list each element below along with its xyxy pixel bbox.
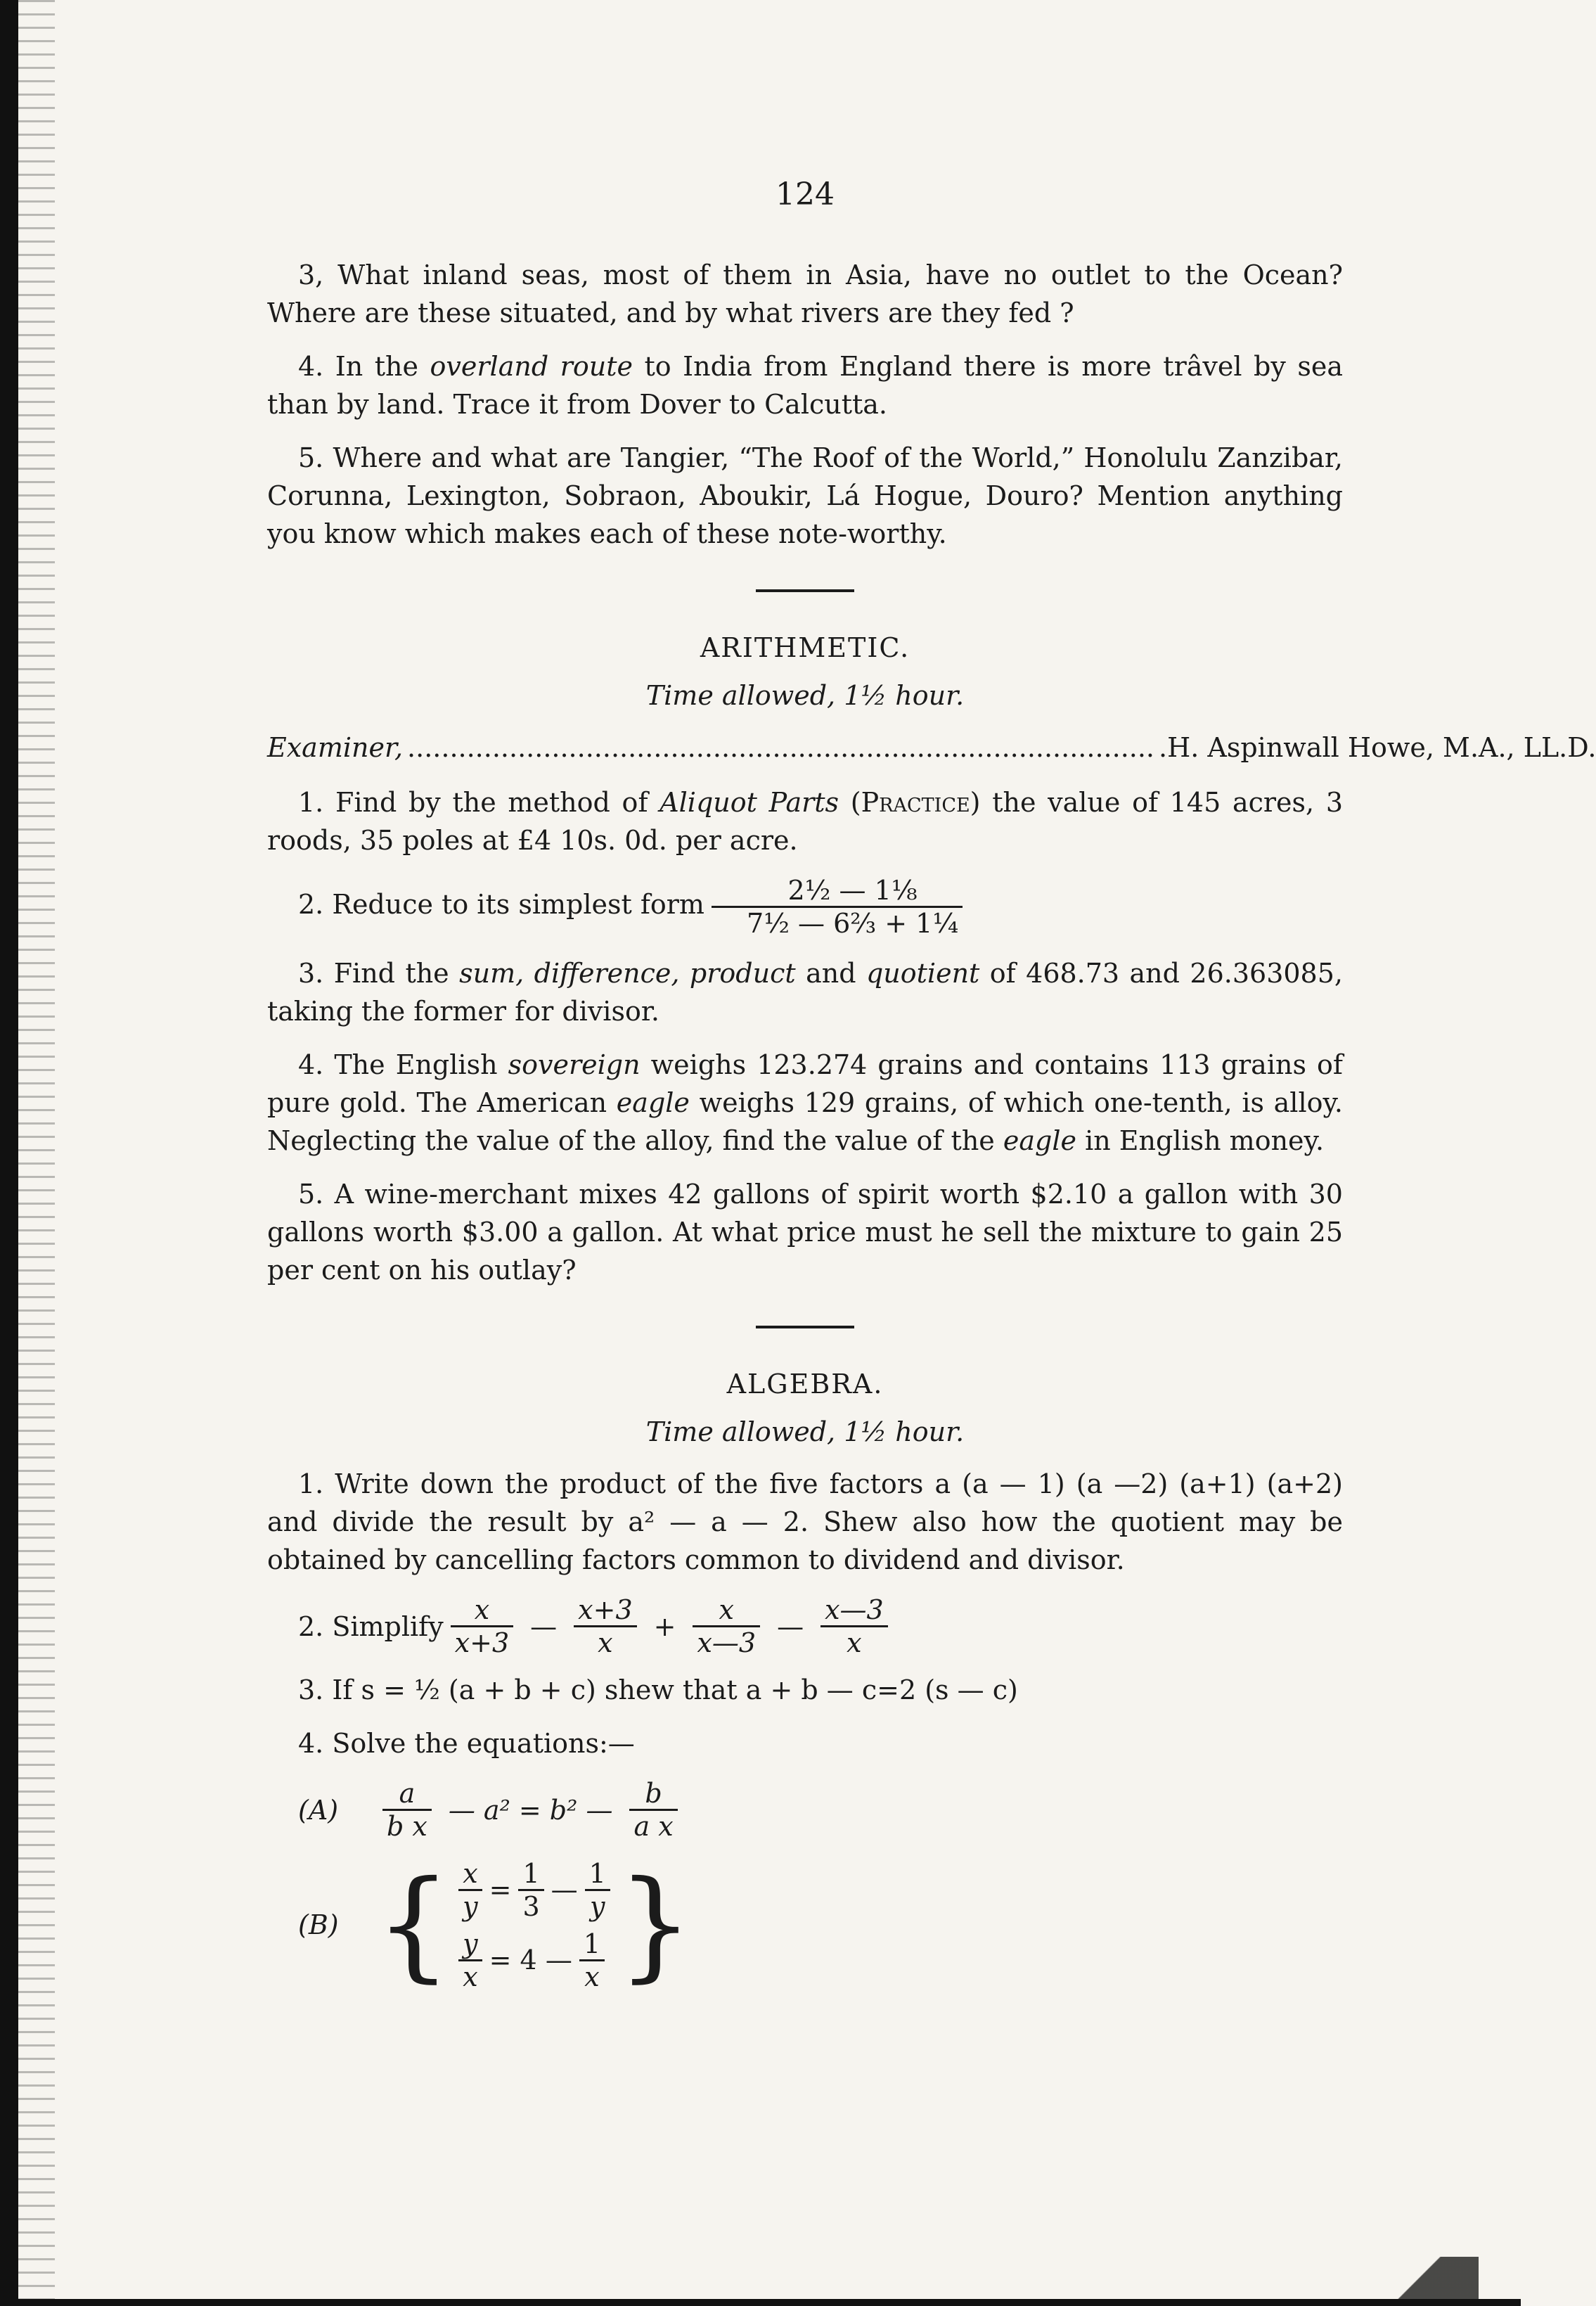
fraction-numerator: 2½ — 1⅛ <box>712 875 963 908</box>
geography-question-5: 5. Where and what are Tangier, “The Roof of the World,” Honolulu Zanzibar, Corunna, Lexington, Sobraon, Aboukir, Lá Hogue, Douro? Mention anything you know which makes each of these note-worthy. <box>267 442 1343 549</box>
page-number: 124 <box>776 177 835 212</box>
examiner-label: Examiner, <box>267 732 404 763</box>
fraction-numerator: 1 <box>579 1928 605 1961</box>
arithmetic-heading: ARITHMETIC. <box>700 632 910 663</box>
geography-question-4 <box>267 347 1343 423</box>
fraction-denominator: x <box>847 1627 862 1658</box>
fraction <box>574 1594 636 1658</box>
fraction-denominator: a x <box>633 1811 674 1842</box>
text-segment: the value of 145 acres, 3 roods, 35 poles at £4 10s. 0d. per acre. <box>267 787 1343 856</box>
small-caps-text: (Practice) <box>839 787 981 818</box>
emphasis: quotient <box>865 958 980 989</box>
text-segment: 1. Find by the method of <box>298 787 660 818</box>
arithmetic-question-2 <box>267 875 1343 939</box>
fraction-denominator: x <box>598 1627 613 1658</box>
fraction-denominator: y <box>590 1890 605 1922</box>
algebra-question-1: 1. Write down the product of the five factors a (a — 1) (a —2) (a+1) (a+2) and divide the result by a² — a — 2. Shew also how the quotient may be obtained by cancelling factors common to dividend and divisor. <box>267 1468 1343 1575</box>
text-segment: of 468.73 and 26.363085, taking the former for divisor. <box>267 958 1343 1027</box>
operator: — <box>551 1874 578 1905</box>
book-spine-shadow <box>0 0 18 2306</box>
fraction-numerator: a <box>382 1778 432 1811</box>
page-content <box>267 169 1596 1995</box>
text-segment: weighs 129 grains, of which one-tenth, is alloy. Neglecting the value of the alloy, find the value of the <box>267 1087 1343 1156</box>
equation-system <box>451 1855 617 1995</box>
fraction-denominator: 3 <box>522 1890 540 1922</box>
fraction <box>712 875 963 939</box>
geography-question-3: 3, What inland seas, most of them in Asia, have no outlet to the Ocean? Where are these situated, and by what rivers are they fed ? <box>267 260 1343 328</box>
operator: — <box>777 1610 804 1642</box>
text-segment: weighs 123.274 grains and contains 113 grains of pure gold. The American <box>267 1049 1343 1118</box>
fraction <box>458 1928 482 1992</box>
algebra-question-4: 4. Solve the equations:— <box>298 1728 635 1759</box>
emphasis: sum, difference, product <box>459 958 796 989</box>
section-divider <box>756 589 854 592</box>
text-segment: in English money. <box>1076 1125 1325 1156</box>
algebra-time-allowed: Time allowed, 1½ hour. <box>645 1416 965 1447</box>
fraction-numerator: 1 <box>585 1858 610 1891</box>
fraction <box>585 1858 610 1922</box>
fraction-denominator: 7½ — 6⅔ + 1¼ <box>746 908 959 939</box>
fraction-numerator: x—3 <box>820 1594 888 1627</box>
right-brace: } <box>617 1855 694 1994</box>
fraction <box>382 1778 432 1842</box>
equation-middle: — a² = b² — <box>448 1794 613 1826</box>
algebra-question-3: 3. If s = ½ (a + b + c) shew that a + b — c=2 (s — c) <box>298 1674 1018 1705</box>
text-segment: 3. Find the <box>298 958 460 989</box>
emphasis: overland route <box>430 351 633 382</box>
fraction-numerator: y <box>458 1928 482 1961</box>
fraction <box>820 1594 888 1658</box>
page-bottom-edge <box>18 2299 1521 2306</box>
section-divider <box>756 1326 854 1328</box>
text-segment: 4. In the <box>298 351 430 382</box>
fraction-denominator: x <box>584 1961 600 1992</box>
text-segment: to India from England there is more trâvel by sea than by land. Trace it from Dover to Calcutta. <box>267 351 1343 420</box>
emphasis: eagle <box>1003 1125 1076 1156</box>
text-segment: and <box>795 958 866 989</box>
fraction-numerator: x+3 <box>574 1594 636 1627</box>
fraction <box>579 1928 605 1992</box>
operator: = <box>489 1874 512 1905</box>
equation-b <box>298 1855 1343 1995</box>
algebra-question-2 <box>298 1594 1343 1658</box>
fraction-denominator: b x <box>387 1811 427 1842</box>
fraction-denominator: x+3 <box>454 1627 510 1658</box>
arithmetic-question-1 <box>267 783 1343 859</box>
fraction-numerator: x <box>693 1594 760 1627</box>
equation-label: (B) <box>298 1909 339 1940</box>
question-label: 2. Simplify <box>298 1610 444 1642</box>
system-line-1 <box>451 1855 617 1925</box>
fraction-numerator: x <box>451 1594 513 1627</box>
system-line-2 <box>451 1925 617 1995</box>
emphasis: sovereign <box>508 1049 641 1080</box>
examiner-line <box>267 729 1596 767</box>
examiner-name: .H. Aspinwall Howe, M.A., LL.D. <box>1159 732 1596 763</box>
text-segment: 2. Reduce to its simplest form <box>298 889 704 920</box>
fraction <box>451 1594 513 1658</box>
text-segment: 4. The English <box>298 1049 508 1080</box>
fraction-denominator: x <box>463 1961 478 1992</box>
page-corner-shadow <box>1373 2257 1479 2299</box>
fraction-numerator: x <box>458 1858 482 1891</box>
arithmetic-time-allowed: Time allowed, 1½ hour. <box>645 680 965 711</box>
fraction-numerator: 1 <box>518 1858 543 1891</box>
operator: — <box>530 1610 558 1642</box>
fraction <box>629 1778 677 1842</box>
operator: + <box>653 1610 676 1642</box>
examiner-dot-leader: ........................................................................................ <box>407 732 1155 763</box>
emphasis: eagle <box>616 1087 690 1118</box>
arithmetic-question-5: 5. A wine-merchant mixes 42 gallons of spirit worth $2.10 a gallon with 30 gallons worth $3.00 a gallon. At what price must he sell the mixture to gain 25 per cent on his outlay? <box>267 1179 1343 1286</box>
fraction-denominator: y <box>463 1890 478 1922</box>
fraction-denominator: x—3 <box>697 1627 757 1658</box>
fraction <box>518 1858 543 1922</box>
equation-a <box>298 1778 1343 1842</box>
page-edge-texture <box>18 0 55 2306</box>
arithmetic-question-4 <box>267 1046 1343 1160</box>
operator: = 4 — <box>489 1945 572 1975</box>
equation-label: (A) <box>298 1794 339 1826</box>
emphasis: Aliquot Parts <box>659 787 839 818</box>
algebra-heading: ALGEBRA. <box>726 1369 884 1399</box>
fraction <box>693 1594 760 1658</box>
arithmetic-question-3 <box>267 954 1343 1030</box>
left-brace: { <box>375 1855 452 1994</box>
fraction <box>458 1858 482 1922</box>
fraction-numerator: b <box>629 1778 677 1811</box>
